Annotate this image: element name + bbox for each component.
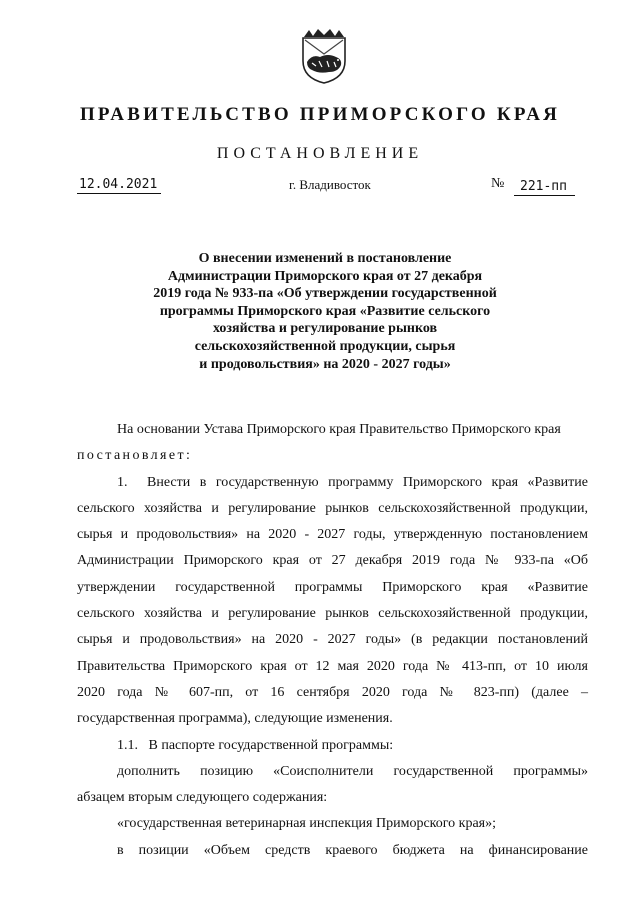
item1-line: Правительства Приморского края от 12 мая 2020 года № 413-пп, от 10 июля [77, 658, 588, 674]
subject-line: хозяйства и регулирование рынков [212, 321, 438, 337]
item1-line: 2020 года № 607-пп, от 16 сентября 2020 года № 823-пп) (далее – [77, 684, 588, 700]
addition-line: абзацем вторым следующего содержания: [77, 790, 328, 806]
item1-line: сырья и продовольствия» на 2020 - 2027 годы, утвержденную постановлением [77, 527, 588, 543]
item1-line: государственная программа), следующие изменения. [77, 711, 393, 727]
subject-line: Администрации Приморского края от 27 декабря [167, 268, 483, 284]
subject-line: О внесении изменений в постановление [198, 251, 452, 266]
item1-line: сельского хозяйства и регулирование рынков сельскохозяйственной продукции, [77, 500, 588, 516]
decree-subject [120, 250, 530, 373]
item1-line: сельского хозяйства и регулирование рынков сельскохозяйственной продукции, [77, 606, 588, 622]
item1-first-line: 1. Внести в государственную программу Приморского края «Развитие [77, 470, 588, 496]
subject-line: 2019 года № 933-па «Об утверждении государственной [153, 286, 497, 302]
government-title: ПРАВИТЕЛЬСТВО ПРИМОРСКОГО КРАЯ [79, 104, 561, 125]
item1-line: Администрации Приморского края от 27 декабря 2019 года № 933-па «Об [77, 553, 588, 569]
subject-line: и продовольствия» на 2020 - 2027 годы» [199, 356, 451, 372]
addition-line: дополнить позицию «Соисполнители государственной программы» [117, 763, 588, 779]
coat-of-arms-icon [298, 27, 350, 85]
decree-date: 12.04.2021 [77, 177, 161, 194]
decree-body [77, 417, 588, 864]
decree-number: 221-пп [514, 179, 575, 196]
document-type: ПОСТАНОВЛЕНИЕ [216, 145, 424, 162]
decree-word: постановляет: [77, 448, 193, 464]
city: г. Владивосток [289, 177, 371, 192]
subject-line: сельскохозяйственной продукции, сырья [194, 338, 456, 354]
quoted-text: «государственная ветеринарная инспекция Приморского края»; [117, 816, 496, 832]
item1-line: утверждении государственной программы Приморского края «Развитие [77, 579, 588, 595]
number-sign: № [491, 176, 505, 191]
subject-line: программы Приморского края «Развитие сельского [159, 303, 491, 319]
basis-paragraph: На основании Устава Приморского края Правительство Приморского края [117, 422, 561, 437]
position-line: в позиции «Объем средств краевого бюджета на финансирование [117, 842, 588, 858]
item1-number: 1. [117, 474, 128, 490]
item-1-1: 1.1. В паспорте государственной программы: [117, 737, 394, 753]
item1-line: сырья и продовольствия» на 2020 - 2027 годы» (в редакции постановлений [77, 632, 588, 648]
